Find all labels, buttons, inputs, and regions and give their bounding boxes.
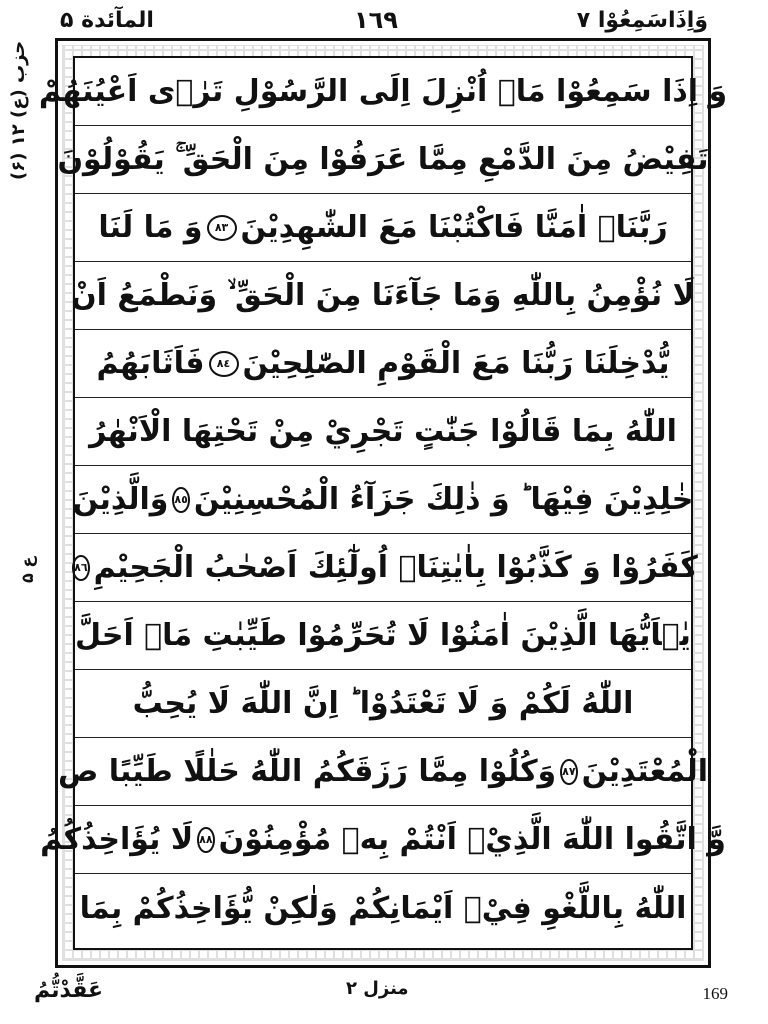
page-border-frame	[38, 38, 728, 968]
surah-name-label: المآئدة ۵	[60, 8, 154, 33]
ayah-number-marker: ٨٤	[209, 351, 239, 377]
text-area	[38, 56, 728, 950]
manzil-label: منزل ۲	[346, 978, 409, 999]
verse-text: خٰلِدِيْنَ فِيْهَا ؕ وَ ذٰلِكَ جَزَآءُ الْمُحْسِنِيْنَ	[193, 482, 694, 517]
verse-text: وَّ اتَّقُوا اللّٰهَ الَّذِيْۤ اَنْتُمْ بِهٖ مُؤْمِنُوْنَ	[218, 822, 726, 857]
verse-text: يٰۤاَيُّهَا الَّذِيْنَ اٰمَنُوْا لَا تُحَرِّمُوْا طَيِّبٰتِ مَاۤ اَحَلَّ	[75, 618, 691, 653]
verse-text: لَا نُؤْمِنُ بِاللّٰهِ وَمَا جَآءَنَا مِنَ الْحَقِّ ۙ وَنَطْمَعُ اَنْ	[71, 278, 695, 313]
text-line	[75, 670, 691, 738]
verse-text: لَا يُؤَاخِذُكُمُ	[40, 822, 194, 857]
ayah-number-marker: ٨٥	[172, 487, 189, 513]
ayah-number-marker: ٨٦	[72, 555, 89, 581]
text-line	[75, 194, 691, 262]
verse-text: وَ اِذَا سَمِعُوْا مَاۤ اُنْزِلَ اِلَى الرَّسُوْلِ تَرٰۤى اَعْيُنَهُمْ	[38, 74, 728, 109]
page-number: 169	[702, 984, 728, 1003]
verse-text: الْمُعْتَدِيْنَ	[581, 754, 709, 789]
text-line	[75, 330, 691, 398]
text-line	[57, 738, 709, 806]
verse-text: وَكُلُوْا مِمَّا رَزَقَكُمُ اللّٰهُ حَلٰلًا طَيِّبًا ص	[57, 754, 557, 789]
page-number-arabic: ١٦٩	[354, 6, 398, 34]
ruku-end-marker: ع ۵	[18, 556, 37, 584]
text-line	[71, 262, 695, 330]
text-line	[38, 58, 728, 126]
ayah-number-marker: ٨٣	[207, 215, 237, 241]
ruku-margin-note: (۶) حزب (ع) ۱۲	[8, 40, 29, 180]
text-line	[75, 602, 691, 670]
verse-text: اللّٰهُ لَكُمْ وَ لَا تَعْتَدُوْا ؕ اِنَّ اللّٰهَ لَا يُحِبُّ	[132, 686, 634, 721]
verse-text: اللّٰهُ بِاللَّغْوِ فِيْۤ اَيْمَانِكُمْ وَلٰكِنْ يُّؤَاخِذُكُمْ بِمَا	[79, 890, 687, 926]
text-line	[40, 806, 726, 874]
verse-text: فَاَثَابَهُمُ	[96, 346, 205, 381]
text-line	[74, 534, 698, 602]
verse-text: وَ مَا لَنَا	[98, 210, 203, 245]
verse-text: يُّدْخِلَنَا رَبُّنَا مَعَ الْقَوْمِ الصّٰلِحِيْنَ	[242, 346, 670, 381]
verse-text: كَفَرُوْا وَ كَذَّبُوْا بِاٰيٰتِنَاۤ اُولٰٓئِكَ اَصْحٰبُ الْجَحِيْمِ	[93, 550, 698, 585]
catchword: عَقَّدْتُّمُ	[34, 978, 104, 1003]
text-line	[75, 874, 691, 942]
verse-text: تَفِيْضُ مِنَ الدَّمْعِ مِمَّا عَرَفُوْا مِنَ الْحَقِّ ۚ يَقُوْلُوْنَ	[57, 142, 709, 177]
text-line	[57, 126, 709, 194]
text-line	[72, 466, 694, 534]
verse-text: وَالَّذِيْنَ	[72, 482, 169, 517]
verse-text: اللّٰهُ بِمَا قَالُوْا جَنّٰتٍ تَجْرِيْ مِنْ تَحْتِهَا الْاَنْهٰرُ	[89, 414, 677, 449]
verse-text: رَبَّنَاۤ اٰمَنَّا فَاكْتُبْنَا مَعَ الشّٰهِدِيْنَ	[240, 210, 668, 245]
page-header	[0, 6, 768, 36]
text-line	[75, 398, 691, 466]
para-name-label: وَاِذَاسَمِعُوْا ۷	[576, 8, 708, 33]
ayah-number-marker: ٨٧	[560, 759, 577, 785]
ayah-number-marker: ٨٨	[197, 827, 214, 853]
